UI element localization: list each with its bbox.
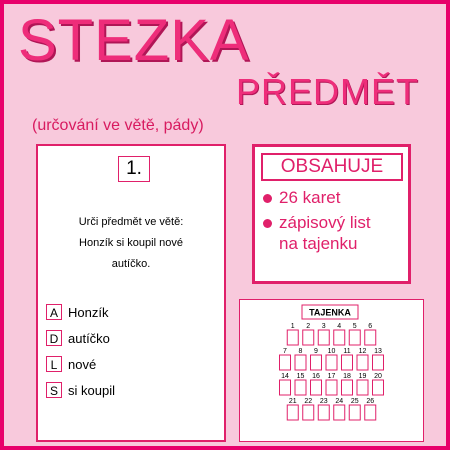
worksheet-answer-box xyxy=(295,380,306,395)
contents-header: OBSAHUJE xyxy=(261,153,403,181)
worksheet-cell-number: 12 xyxy=(358,348,367,355)
bullet-icon xyxy=(263,219,272,228)
worksheet-cell-number: 8 xyxy=(298,348,303,355)
card-sentence-line1: Honzík si koupil nové xyxy=(79,237,183,249)
worksheet-cell-number: 13 xyxy=(374,348,382,355)
card-instruction: Urči předmět ve větě: xyxy=(78,216,184,228)
contents-item xyxy=(263,187,404,208)
worksheet-label xyxy=(302,305,358,319)
worksheet-cell-number: 23 xyxy=(319,398,328,405)
worksheet-cell-number: 16 xyxy=(312,373,320,380)
worksheet-answer-box xyxy=(342,355,353,370)
worksheet-answer-box xyxy=(357,355,368,370)
answer-option xyxy=(46,329,115,347)
answer-list xyxy=(46,303,115,407)
worksheet-answer-box xyxy=(287,330,298,345)
worksheet-cell-number: 26 xyxy=(366,398,375,405)
worksheet-label-text: TAJENKA xyxy=(309,307,351,318)
worksheet-cell-number: 20 xyxy=(374,373,382,380)
worksheet-answer-box xyxy=(303,405,314,420)
contents-item-text xyxy=(279,187,340,208)
answer-letter-box: L xyxy=(46,356,62,372)
worksheet-answer-box xyxy=(280,355,291,370)
worksheet-answer-box xyxy=(318,330,329,345)
worksheet-cell-number: 5 xyxy=(352,323,357,330)
worksheet-answer-box xyxy=(326,355,337,370)
card-question xyxy=(38,212,224,275)
worksheet-answer-box xyxy=(318,405,329,420)
answer-letter-box: A xyxy=(46,304,62,320)
worksheet-answer-box xyxy=(342,380,353,395)
worksheet-answer-box xyxy=(303,330,314,345)
contents-box xyxy=(252,144,411,284)
card-sentence-line2: autíčko. xyxy=(111,258,151,270)
worksheet-answer-box xyxy=(349,405,360,420)
page-subtitle: PŘEDMĚT xyxy=(236,71,420,112)
worksheet-cell-number: 9 xyxy=(314,348,318,355)
worksheet-cell-number: 7 xyxy=(283,348,287,355)
worksheet-cell-number: 15 xyxy=(296,373,305,380)
bullet-icon xyxy=(263,194,272,203)
worksheet-cell-number: 21 xyxy=(288,398,297,405)
worksheet-cell-number: 22 xyxy=(304,398,313,405)
worksheet-cell-number: 10 xyxy=(327,348,336,355)
worksheet-grid xyxy=(240,300,423,441)
worksheet-answer-box xyxy=(311,380,322,395)
contents-list xyxy=(263,187,404,258)
answer-option xyxy=(46,355,115,373)
tagline: (určování ve větě, pády) xyxy=(32,117,204,134)
answer-text: nové xyxy=(68,356,97,372)
worksheet-cells xyxy=(280,323,384,420)
worksheet-answer-box xyxy=(373,380,384,395)
sample-card xyxy=(36,144,226,442)
contents-item-line: na tajenku xyxy=(279,234,358,253)
worksheet-cell-number: 1 xyxy=(290,323,295,330)
worksheet-cell-number: 6 xyxy=(368,323,373,330)
worksheet-answer-box xyxy=(334,405,345,420)
worksheet-answer-box xyxy=(349,330,360,345)
worksheet-cell-number: 3 xyxy=(321,323,326,330)
answer-text: autíčko xyxy=(68,330,110,346)
contents-item-line: 26 karet xyxy=(279,188,341,207)
worksheet-cell-number: 2 xyxy=(306,323,311,330)
worksheet-cell-number: 17 xyxy=(327,373,336,380)
answer-letter-box: D xyxy=(46,330,62,346)
worksheet-cell-number: 25 xyxy=(350,398,359,405)
worksheet-cell-number: 18 xyxy=(343,373,351,380)
worksheet-answer-box xyxy=(373,355,384,370)
answer-letter-box: S xyxy=(46,382,62,398)
worksheet-answer-box xyxy=(311,355,322,370)
worksheet-answer-box xyxy=(365,330,376,345)
contents-item-text xyxy=(279,212,371,254)
worksheet-answer-box xyxy=(365,405,376,420)
worksheet-answer-box xyxy=(357,380,368,395)
worksheet-answer-box xyxy=(334,330,345,345)
worksheet-answer-box xyxy=(280,380,291,395)
answer-option xyxy=(46,303,115,321)
worksheet-answer-box xyxy=(326,380,337,395)
contents-item xyxy=(263,212,404,254)
worksheet-cell-number: 19 xyxy=(358,373,367,380)
worksheet-answer-box xyxy=(287,405,298,420)
card-number: 1. xyxy=(118,156,150,182)
contents-item-line: zápisový list xyxy=(279,213,371,232)
answer-option xyxy=(46,381,115,399)
answer-text: si koupil xyxy=(68,382,115,398)
worksheet-answer-box xyxy=(295,355,306,370)
worksheet-cell-number: 11 xyxy=(343,348,351,355)
worksheet-cell-number: 24 xyxy=(335,398,344,405)
worksheet-cell-number: 14 xyxy=(281,373,289,380)
answer-text: Honzík xyxy=(68,304,109,320)
page-title: STEZKA xyxy=(18,8,250,73)
worksheet-cell-number: 4 xyxy=(337,323,342,330)
worksheet-preview xyxy=(239,299,424,442)
